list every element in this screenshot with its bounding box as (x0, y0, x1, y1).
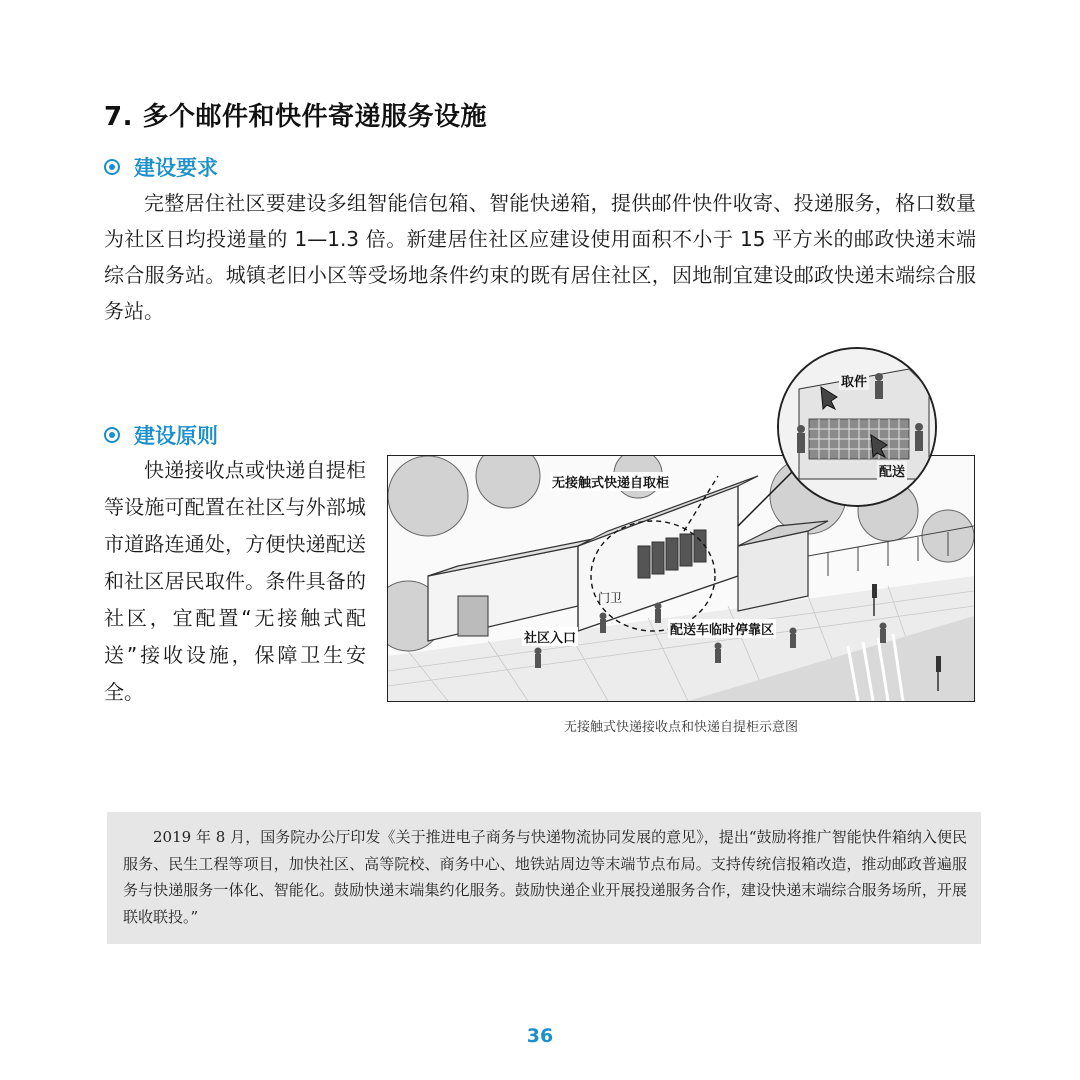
target-bullet-icon (104, 427, 120, 443)
label-pickup: 取件 (839, 371, 869, 390)
label-parking-zone: 配送车临时停靠区 (668, 619, 776, 638)
requirements-paragraph: 完整居住社区要建设多组智能信包箱、智能快递箱，提供邮件快件收寄、投递服务，格口数量为社区日均投递量的 1—1.3 倍。新建居住社区应建设使用面积不小于 15 平方米的邮政快递末端综合服务站。城镇老旧小区等受场地条件约束的既有居住社区，因地制宜建设邮政快递末端综合服务站。 (104, 191, 976, 323)
label-community-entrance: 社区入口 (522, 627, 578, 646)
section-heading-requirements (104, 152, 218, 182)
section-heading-principles (104, 420, 218, 450)
label-guard-booth: 门卫 (598, 591, 623, 605)
label-delivery: 配送 (877, 461, 907, 480)
policy-quote-box (107, 812, 981, 944)
section-title: 建设要求 (134, 156, 218, 180)
policy-quote-text: 2019 年 8 月，国务院办公厅印发《关于推进电子商务与快递物流协同发展的意见》，提出“鼓励将推广智能快件箱纳入便民服务、民生工程等项目，加快社区、高等院校、商务中心、地铁站周边等末端节点布局。支持传统信报箱改造，推动邮政普遍服务与快递服务一体化、智能化。鼓励快递末端集约化服务。鼓励快递企业开展投递服务合作，建设快递末端综合服务场所，开展联收联投。” (123, 828, 967, 926)
figure-caption: 无接触式快递接收点和快递自提柜示意图 (563, 720, 798, 735)
target-bullet-icon (104, 159, 120, 175)
page-number: 36 (526, 1025, 554, 1047)
zoom-inset (777, 347, 937, 507)
label-contactless-locker: 无接触式快递自取柜 (550, 472, 671, 491)
principles-paragraph: 快递接收点或快递自提柜等设施可配置在社区与外部城市道路连通处，方便快递配送和社区居民取件。条件具备的社区，宜配置“无接触式配送”接收设施，保障卫生安全。 (104, 458, 366, 704)
section-title: 建设原则 (134, 424, 218, 448)
page-title: 7. 多个邮件和快件寄递服务设施 (104, 102, 488, 132)
